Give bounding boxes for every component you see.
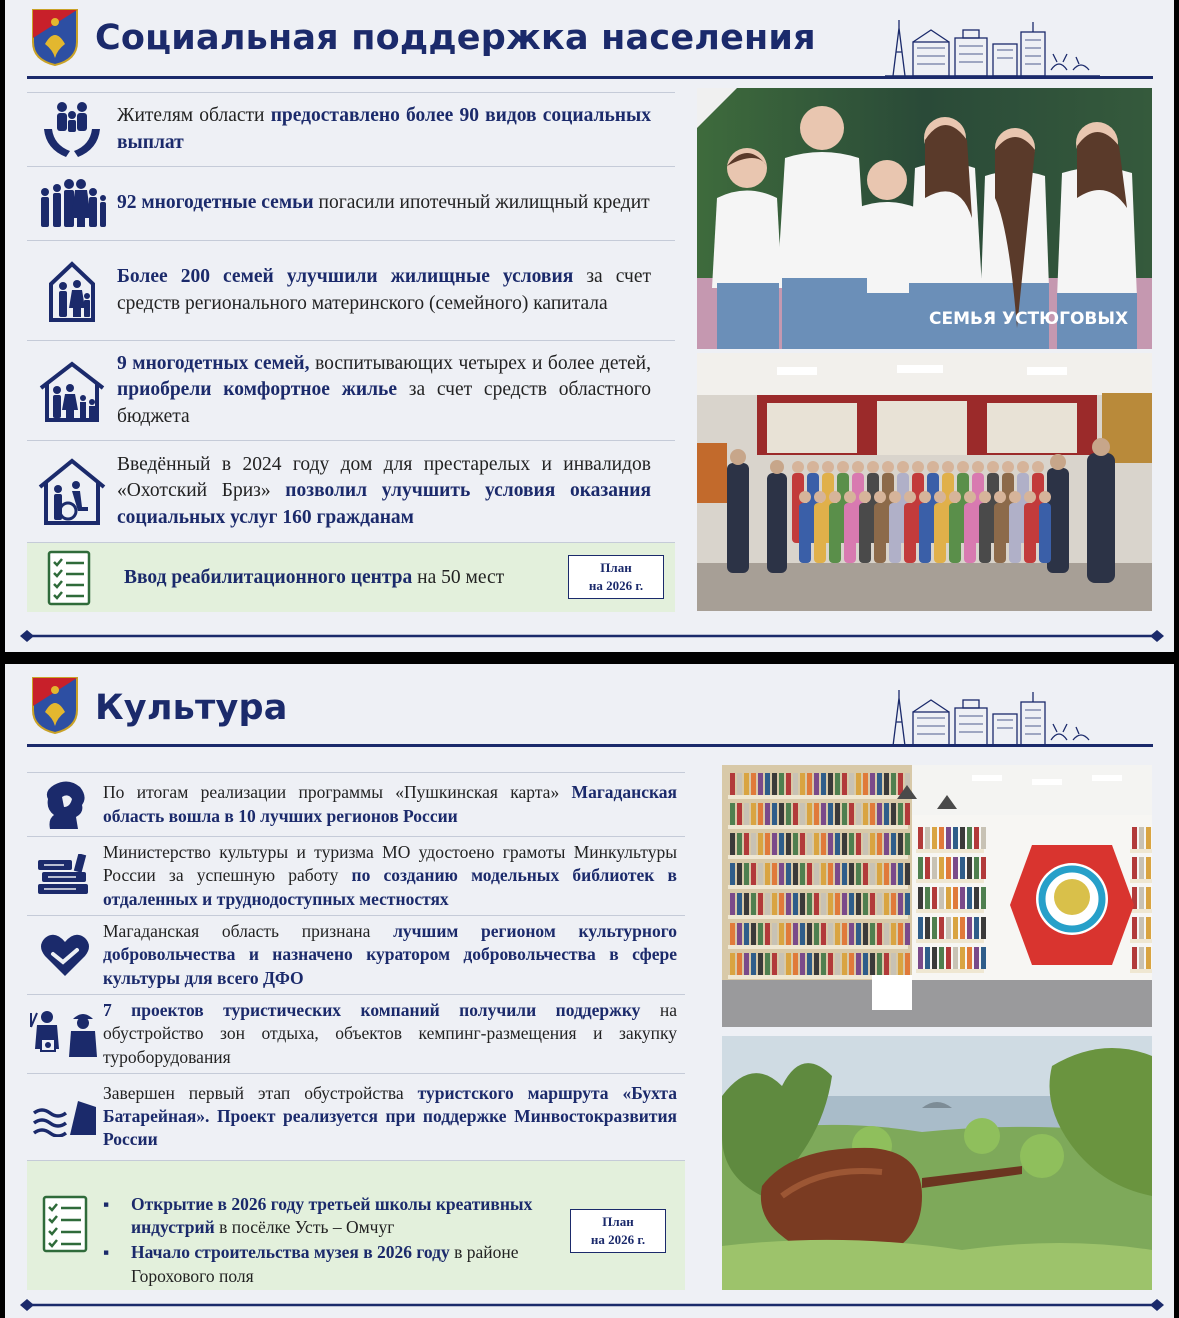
- body-text: воспитывающих четырех и более детей,: [309, 352, 651, 374]
- body-text: в районе Горохового поля: [131, 1242, 519, 1286]
- coat-of-arms-icon: [31, 8, 79, 66]
- body-text: Магаданская область признана: [103, 921, 394, 942]
- plan-text: [124, 565, 564, 591]
- plan-bullet: ▪ Начало строительства музея в 2026 году в районе Горохового поля: [103, 1241, 543, 1287]
- elderly-care-house-icon: [27, 457, 117, 527]
- title-rule: [27, 76, 1153, 79]
- list-item: [27, 772, 685, 836]
- plan-bullet-text: [131, 1241, 543, 1287]
- city-skyline-icon: [885, 688, 1100, 748]
- item-text: [117, 103, 651, 156]
- sea-cliff-icon: [27, 1085, 103, 1149]
- highlight-text: Ввод реабилитационного центра: [124, 567, 413, 588]
- family-hands-icon: [27, 95, 117, 165]
- highlight-text: Начало строительства музея в 2026 году: [131, 1242, 450, 1263]
- group-photo: [697, 353, 1152, 611]
- item-text: [103, 781, 677, 827]
- highlight-text: лучшим регионом культурного добровольчества и назначено куратором добровольчества в сфере культуры для всего ДФО: [103, 921, 677, 988]
- body-text: в посёлке Усть – Омчуг: [214, 1217, 395, 1238]
- body-text: погасили ипотечный жилищный кредит: [313, 192, 650, 214]
- item-text: [103, 999, 677, 1069]
- plan-badge-line2: на 2026 г.: [588, 578, 644, 593]
- list-item: [27, 1073, 685, 1159]
- body-text: Завершен первый этап обустройства: [103, 1082, 418, 1103]
- highlight-text: 92 многодетные семьи: [117, 192, 314, 214]
- body-text: за счет средств областного бюджета: [117, 379, 651, 427]
- highlight-text: Открытие в 2026 году третьей школы креативных индустрий: [131, 1194, 533, 1238]
- family-house-icon: [27, 256, 117, 326]
- plan-badge-line1: План: [600, 560, 632, 575]
- list-item: [27, 340, 675, 440]
- item-text: [117, 264, 651, 317]
- list-item: [27, 994, 685, 1073]
- books-icon: [27, 844, 103, 908]
- item-text: [103, 841, 677, 911]
- tourists-icon: [27, 1002, 103, 1066]
- slide-title: Социальная поддержка населения: [95, 18, 816, 58]
- item-text: [117, 452, 651, 532]
- list-item: [27, 836, 685, 915]
- slide-social-support: [5, 0, 1174, 652]
- family-photo: [697, 88, 1152, 349]
- item-text: [117, 190, 651, 217]
- list-item: [27, 92, 675, 166]
- item-text: [117, 351, 651, 431]
- body-text: Введённый в 2024 году дом для престарелых и инвалидов «Охотский Бриз»: [117, 453, 651, 502]
- city-skyline-icon: [885, 18, 1100, 78]
- body-text: на обустройство зон отдыха, объектов кемпинг-размещения и закупку туроборудования: [103, 1000, 677, 1067]
- highlight-text: туристского маршрута «Бухта Батарейная». Проект реализуется при поддержке Минвостокразвития России: [103, 1082, 677, 1150]
- plan-badge-line2: на 2026 г.: [590, 1232, 646, 1247]
- plan-box: [27, 1160, 685, 1290]
- highlight-text: Более 200 семей улучшили жилищные условия: [117, 266, 574, 287]
- highlight-text: по созданию модельных библиотек в отдаленных и труднодоступных местностях: [103, 865, 677, 909]
- highlight-text: 7 проектов туристических компаний получили поддержку: [103, 1000, 641, 1021]
- item-text: [103, 1082, 677, 1152]
- list-item: [27, 240, 675, 340]
- list-item: [27, 915, 685, 994]
- bay-photo: [722, 1036, 1152, 1290]
- checklist-icon: [41, 549, 97, 607]
- list-item: [27, 440, 675, 542]
- body-text: Жителям области: [117, 105, 271, 126]
- plan-badge: [570, 1209, 666, 1253]
- item-text: [103, 920, 677, 990]
- plan-bullet-text: [131, 1193, 543, 1239]
- body-text: на 50 мест: [412, 567, 505, 588]
- large-family-icon: [27, 169, 117, 239]
- list-item: [27, 166, 675, 240]
- highlight-text: Магаданская область вошла в 10 лучших регионов России: [103, 782, 677, 826]
- highlight-text: предоставлено более 90 видов социальных выплат: [117, 105, 652, 153]
- body-text: Министерство культуры и туризма МО удостоено грамоты Минкультуры России за успешную работу: [103, 842, 677, 886]
- title-rule: [27, 744, 1153, 747]
- plan-bullet: ▪ Открытие в 2026 году третьей школы креативных индустрий в посёлке Усть – Омчуг: [103, 1193, 543, 1239]
- highlight-text: 9 многодетных семей,: [117, 352, 310, 374]
- highlight-text: приобрели комфортное жилье: [117, 379, 397, 401]
- highlight-text: позволил улучшить условия оказания социальных услуг 160 гражданам: [117, 480, 651, 528]
- heart-hand-icon: [27, 923, 103, 987]
- bottom-rule: [19, 629, 1165, 643]
- plan-badge-line1: План: [602, 1214, 634, 1229]
- body-text: за счет средств регионального материнского (семейного) капитала: [117, 266, 651, 314]
- body-text: По итогам реализации программы «Пушкинская карта»: [103, 782, 572, 803]
- pushkin-portrait-icon: [27, 773, 103, 837]
- slide-title: Культура: [95, 688, 288, 728]
- coat-of-arms-icon: [31, 676, 79, 734]
- checklist-icon: [37, 1193, 93, 1255]
- plan-badge: [568, 555, 664, 599]
- slide-culture: [5, 664, 1174, 1318]
- bottom-rule: [19, 1298, 1165, 1312]
- library-photo: [722, 765, 1152, 1027]
- photo-caption: СЕМЬЯ УСТЮГОВЫХ: [929, 309, 1129, 329]
- plan-bullets: [103, 1193, 543, 1288]
- plan-box: [27, 542, 675, 612]
- family-home-icon: [27, 356, 117, 426]
